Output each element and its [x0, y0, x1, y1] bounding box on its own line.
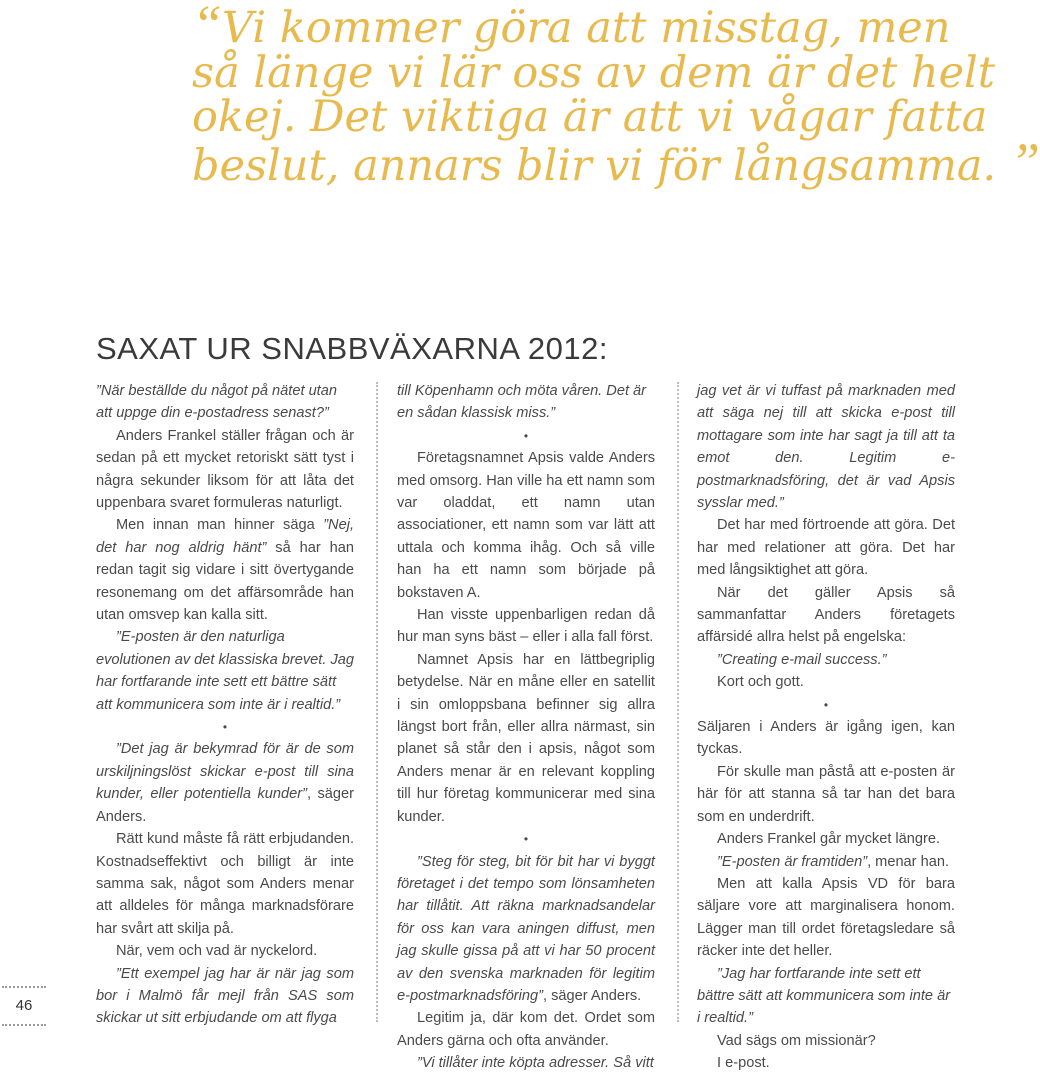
article-column-1: [96, 380, 354, 1030]
pull-quote-line-2: så länge vi lär oss av dem är det helt: [192, 47, 996, 98]
column-divider-2: [677, 382, 679, 1022]
paragraph: Men att kalla Apsis VD för bara säljare vore att marginalisera honom. Lägger man till ordet företagsledare så räcker inte det heller.: [697, 875, 955, 960]
article-column-2: [397, 380, 655, 1075]
paragraph: ”E-posten är den naturliga evolutionen av det klassiska brevet. Jag har fortfarande inte sett ett bättre sätt att kommunicera som inte är i realtid.”: [96, 629, 354, 713]
paragraph: Rätt kund måste få rätt erbjudanden. Kostnadseffektivt och billigt är inte samma sak, något som Anders menar att alldeles för många marknadsförare har svårt att skilja på.: [96, 831, 354, 937]
paragraph: I e-post.: [717, 1055, 770, 1072]
paragraph: ”E-posten är framtiden”, menar han.: [717, 853, 949, 870]
pull-quote: [192, 0, 1040, 192]
article-column-3: [697, 380, 955, 1075]
paragraph: ”Creating e-mail success.”: [717, 651, 887, 668]
section-bullet: •: [222, 720, 228, 735]
paragraph: Namnet Apsis har en lättbegriplig betydelse. När en måne eller en satellit i sin omloppsbana befinner sig allra längst bort från, eller allra närmast, sin planet så står den i apsis, något som Anders menar är en relevant koppling till hur företag kommunicerar med sina kunder.: [397, 651, 655, 825]
paragraph: Vad sägs om missionär?: [717, 1032, 876, 1049]
paragraph: till Köpenhamn och möta våren. Det är en sådan klassisk miss.”: [397, 383, 647, 422]
section-heading: SAXAT UR SNABBVÄXARNA 2012:: [96, 331, 609, 366]
page-number: 46: [2, 986, 46, 1026]
paragraph: Legitim ja, där kom det. Ordet som Anders gärna och ofta använder.: [397, 1010, 655, 1049]
column-divider-1: [376, 382, 378, 1022]
paragraph: Företagsnamnet Apsis valde Anders med omsorg. Han ville ha ett namn som var oladdat, ett namn utan associationer, ett namn som var lätt att uttala och komma ihåg. Och så ville han ha ett namn som började på bokstaven A.: [397, 450, 655, 601]
paragraph: ”Vi tillåter inte köpta adresser. Så vitt: [417, 1055, 654, 1072]
section-bullet: •: [523, 428, 529, 443]
paragraph: ”Ett exempel jag har är när jag som bor i Malmö får mejl från SAS som skickar ut sitt erbjudande om att flyga: [96, 965, 354, 1027]
paragraph: Anders Frankel går mycket längre.: [717, 831, 941, 848]
paragraph: När det gäller Apsis så sammanfattar Anders företagets affärsidé allra helst på engelska:: [697, 584, 955, 646]
pull-quote-open-mark: “: [192, 0, 223, 54]
section-bullet: •: [523, 832, 529, 847]
paragraph: Säljaren i Anders är igång igen, kan tyckas.: [697, 719, 955, 758]
pull-quote-line-4: beslut, annars blir vi för långsamma. ”: [192, 131, 1040, 192]
paragraph: Men innan man hinner säga ”Nej, det har nog aldrig hänt” så har han redan tagit sig vidare i sitt övertygande resonemang om det affärsområde han utan omsvep kan kalla sitt.: [96, 517, 354, 624]
paragraph: ”När beställde du något på nätet utan att uppge din e-postadress senast?”: [96, 383, 337, 422]
section-bullet: •: [823, 697, 829, 712]
pull-quote-line-1: “Vi kommer göra att misstag, men: [192, 2, 957, 51]
paragraph: Kort och gott.: [717, 674, 804, 691]
paragraph: För skulle man påstå att e-posten är här för att stanna så tar han det bara som en underdrift.: [697, 763, 955, 825]
pull-quote-line-3: okej. Det viktiga är att vi vågar fatta: [192, 92, 988, 142]
paragraph: Han visste uppenbarligen redan då hur man syns bäst – eller i alla fall först.: [397, 607, 655, 646]
pull-quote-close-mark: ”: [1009, 131, 1040, 192]
paragraph: När, vem och vad är nyckelord.: [116, 943, 318, 960]
paragraph: ”Det jag är bekymrad för är de som urskiljningslöst skickar e-post till sina kunder, eller potentiella kunder”, säger Anders.: [96, 741, 354, 825]
paragraph: jag vet är vi tuffast på marknaden med att säga nej till att skicka e-post till mottagare som inte har sagt ja till att ta emot den. Legitim e-postmarknadsföring, det är vad Apsis sysslar med.”: [697, 383, 955, 512]
paragraph: Det har med förtroende att göra. Det har med relationer att göra. Det har med långsiktighet att göra.: [697, 517, 955, 579]
paragraph: ”Jag har fortfarande inte sett ett bättre sätt att kommunicera som inte är i realtid.”: [697, 965, 951, 1027]
paragraph: Anders Frankel ställer frågan och är sedan på ett mycket retoriskt sätt tyst i några sekunder liksom för att låta det uppenbara svaret formuleras naturligt.: [96, 427, 354, 512]
paragraph: ”Steg för steg, bit för bit har vi byggt företaget i det tempo som lönsamheten har tillåtit. Att räkna marknadsandelar för oss kan vara aningen diffust, men jag skulle gissa på att vi har 50 procent av den svenska marknaden för legitim e-postmarknadsföring”, säger Anders.: [397, 853, 655, 1004]
